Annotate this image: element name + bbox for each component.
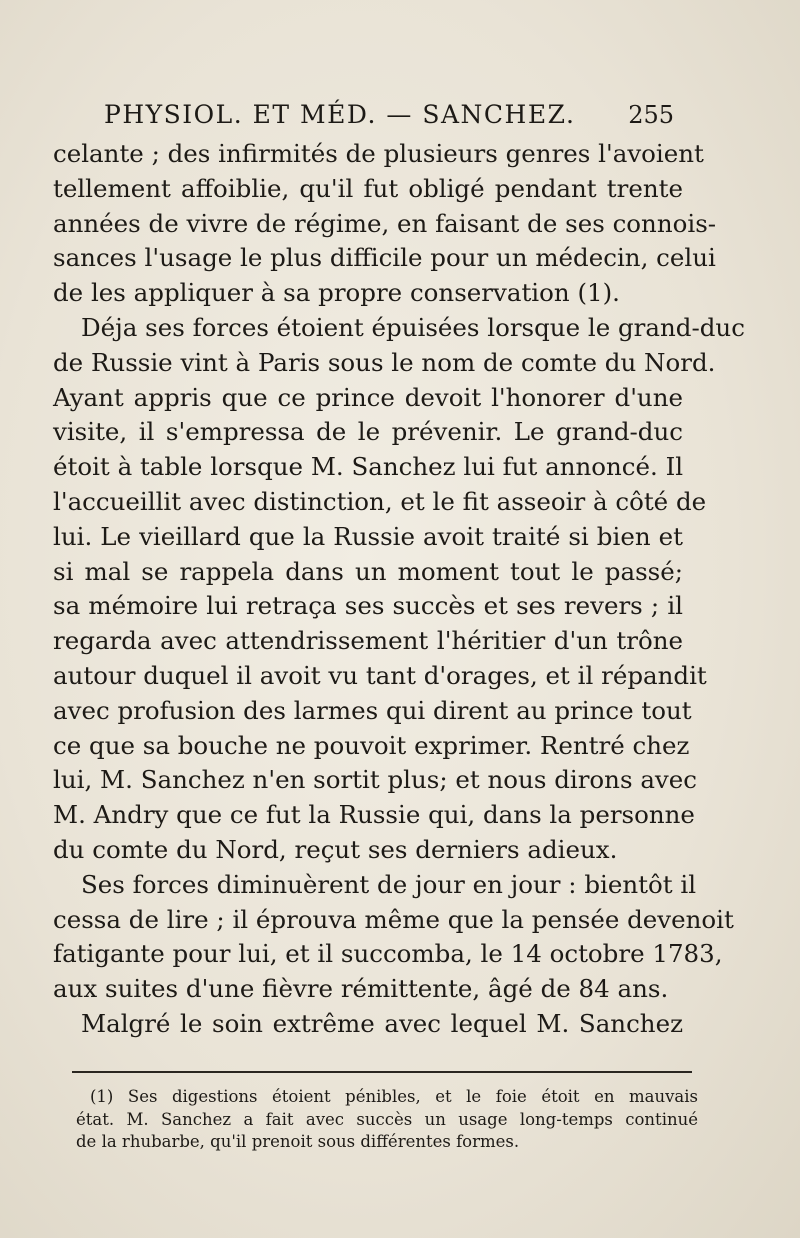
text-line: aux suites d'une fièvre rémittente, âgé de 84 ans.: [53, 974, 669, 1004]
text-line: tellement affoiblie, qu'il fut obligé pendant trente: [53, 173, 683, 203]
text-line: regarda avec attendrissement l'héritier d'un trône: [53, 626, 683, 656]
footnote-rule: [72, 1071, 692, 1073]
body-text: [53, 137, 745, 1042]
text-line: Déja ses forces étoient épuisées lorsque le grand-duc: [81, 312, 745, 342]
text-line: lui. Le vieillard que la Russie avoit traité si bien et: [53, 521, 683, 551]
text-line: Ayant appris que ce prince devoit l'honorer d'une: [53, 382, 683, 412]
text-line: celante ; des infirmités de plusieurs genres l'avoient: [53, 139, 704, 168]
footnote: [76, 1086, 698, 1154]
text-line: Ses forces diminuèrent de jour en jour : bientôt il: [81, 869, 697, 899]
text-line: ce que sa bouche ne pouvoit exprimer. Rentré chez: [53, 730, 690, 760]
text-line: de Russie vint à Paris sous le nom de comte du Nord.: [53, 347, 716, 377]
text-line: visite, il s'empressa de le prévenir. Le grand-duc: [53, 417, 683, 447]
text-line: de les appliquer à sa propre conservation (1).: [53, 278, 620, 308]
text-line: avec profusion des larmes qui dirent au prince tout: [53, 695, 692, 725]
footnote-line: de la rhubarbe, qu'il prenoit sous différentes formes.: [76, 1132, 520, 1151]
text-line: sances l'usage le plus difficile pour un médecin, celui: [53, 243, 716, 273]
footnote-line: (1) Ses digestions étoient pénibles, et le foie étoit en mauvais: [90, 1087, 698, 1106]
text-line: années de vivre de régime, en faisant de ses connois-: [53, 208, 717, 238]
text-line: lui, M. Sanchez n'en sortit plus; et nous dirons avec: [53, 765, 697, 795]
text-line: l'accueillit avec distinction, et le fit asseoir à côté de: [53, 486, 707, 516]
running-title: PHYSIOL. ET MÉD. — SANCHEZ.: [104, 100, 576, 129]
text-line: sa mémoire lui retraça ses succès et ses revers ; il: [53, 591, 683, 621]
text-line: si mal se rappela dans un moment tout le passé;: [53, 556, 683, 586]
text-line: cessa de lire ; il éprouva même que la pensée devenoit: [53, 904, 734, 934]
footnote-line: état. M. Sanchez a fait avec succès un usage long-temps continué: [76, 1109, 698, 1129]
text-line: fatigante pour lui, et il succomba, le 14 octobre 1783,: [53, 939, 723, 969]
running-header: [104, 100, 674, 129]
page-number: 255: [628, 101, 674, 129]
text-line: Malgré le soin extrême avec lequel M. Sanchez: [81, 1008, 683, 1038]
text-line: du comte du Nord, reçut ses derniers adieux.: [53, 834, 618, 864]
text-line: M. Andry que ce fut la Russie qui, dans la personne: [53, 800, 695, 830]
text-line: étoit à table lorsque M. Sanchez lui fut annoncé. Il: [53, 452, 684, 482]
text-line: autour duquel il avoit vu tant d'orages, et il répandit: [53, 660, 707, 690]
